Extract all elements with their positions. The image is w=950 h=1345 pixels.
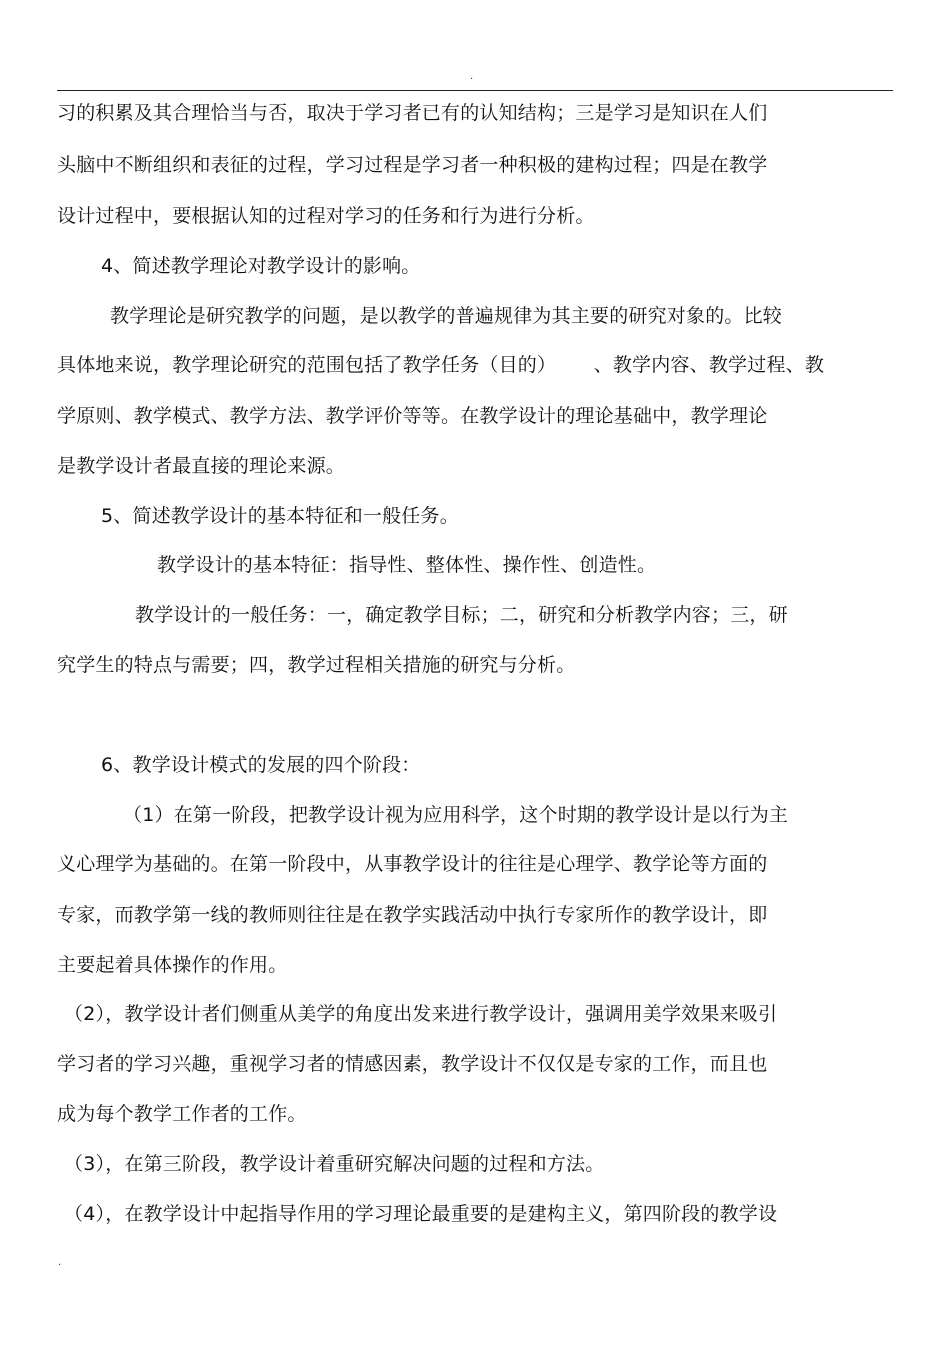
text-line: （2），教学设计者们侧重从美学的角度出发来进行教学设计，强调用美学效果来吸引	[64, 1003, 778, 1025]
text-line: （3），在第三阶段，教学设计着重研究解决问题的过程和方法。	[64, 1153, 605, 1175]
text-line: 设计过程中，要根据认知的过程对学习的任务和行为进行分析。	[57, 205, 595, 227]
text-line: （4），在教学设计中起指导作用的学习理论最重要的是建构主义，第四阶段的教学设	[64, 1203, 778, 1225]
text-line: 是教学设计者最直接的理论来源。	[57, 455, 346, 477]
header-rule	[57, 90, 893, 91]
text-line: 头脑中不断组织和表征的过程，学习过程是学习者一种积极的建构过程；四是在教学	[57, 154, 768, 176]
text-line: 主要起着具体操作的作用。	[57, 954, 288, 976]
section-heading: 6、教学设计模式的发展的四个阶段：	[101, 754, 421, 776]
header-dot: .	[470, 71, 474, 82]
text-line: 学习者的学习兴趣，重视学习者的情感因素，教学设计不仅仅是专家的工作，而且也	[57, 1053, 768, 1075]
text-line: 专家，而教学第一线的教师则往往是在教学实践活动中执行专家所作的教学设计，即	[57, 904, 768, 926]
section-heading: 5、简述教学设计的基本特征和一般任务。	[101, 505, 459, 527]
text-line: 义心理学为基础的。在第一阶段中，从事教学设计的往往是心理学、教学论等方面的	[57, 853, 768, 875]
footer-dot: .	[58, 1257, 62, 1268]
text-line: 习的积累及其合理恰当与否，取决于学习者已有的认知结构；三是学习是知识在人们	[57, 102, 768, 124]
text-line: 究学生的特点与需要；四，教学过程相关措施的研究与分析。	[57, 654, 576, 676]
text-line: 学原则、教学模式、教学方法、教学评价等等。在教学设计的理论基础中，教学理论	[57, 405, 768, 427]
text-line: 成为每个教学工作者的工作。	[57, 1103, 307, 1125]
text-line: （1）在第一阶段，把教学设计视为应用科学，这个时期的教学设计是以行为主	[123, 804, 789, 826]
text-line: 教学设计的基本特征：指导性、整体性、操作性、创造性。	[157, 554, 657, 576]
text-line: 教学设计的一般任务：一，确定教学目标；二，研究和分析教学内容；三，研	[135, 604, 788, 626]
text-line: 具体地来说，教学理论研究的范围包括了教学任务（目的） 、教学内容、教学过程、教	[57, 354, 825, 376]
section-heading: 4、简述教学理论对教学设计的影响。	[101, 255, 421, 277]
text-line: 教学理论是研究教学的问题，是以教学的普遍规律为其主要的研究对象的。比较	[110, 305, 783, 327]
